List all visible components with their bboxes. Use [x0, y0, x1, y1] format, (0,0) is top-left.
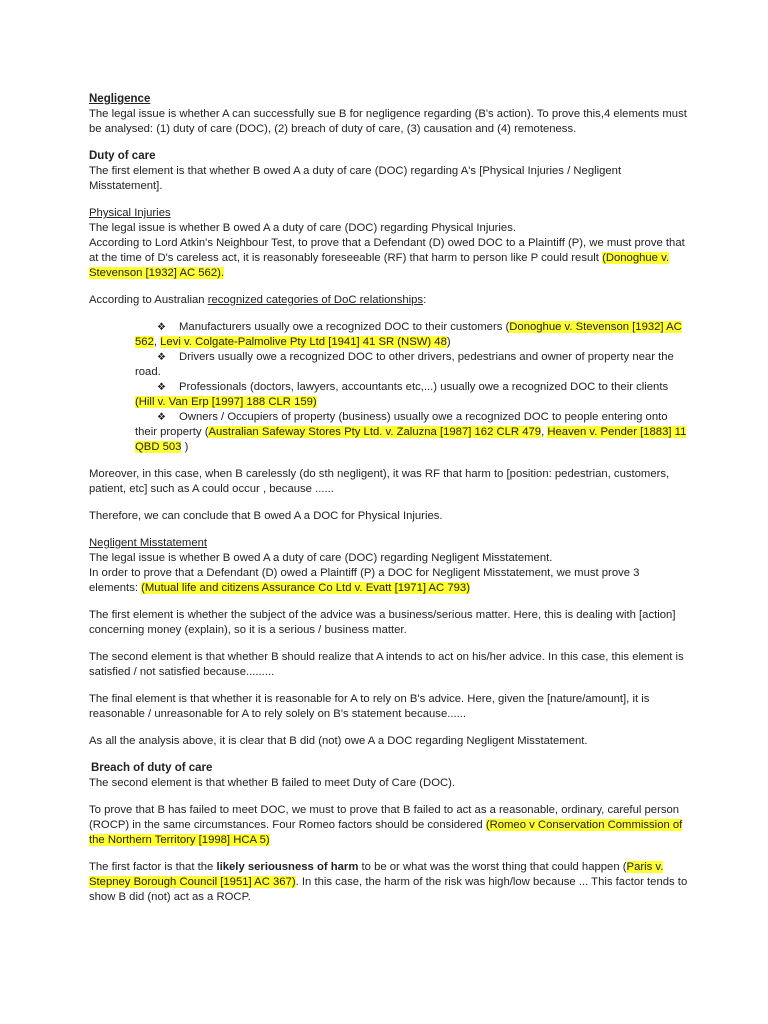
- categories-suffix: :: [423, 294, 427, 306]
- case-citation: (Mutual life and citizens Assurance Co Ltd v. Evatt [1971] AC 793): [141, 582, 470, 594]
- diamond-bullet-icon: ❖: [157, 382, 166, 393]
- negligent-misstatement-heading: Negligent Misstatement: [89, 537, 208, 549]
- case-citation: (Donoghue v. Stevenson [1932] AC 562).: [89, 252, 670, 279]
- bullet-text: Professionals (doctors, lawyers, accountants etc,...) usually owe a recognized DOC to their clients: [179, 381, 669, 393]
- bullet-text: Manufacturers usually owe a recognized DOC to their customers (: [179, 321, 510, 333]
- diamond-bullet-icon: ❖: [157, 412, 166, 423]
- doc-categories-list: [89, 320, 689, 455]
- second-element-paragraph: The second element is that whether B should realize that A intends to act on his/her advice. In this case, this element is satisfied / not satisfied because.........: [89, 651, 684, 678]
- neighbour-test-paragraph: [89, 236, 689, 281]
- document-body: [89, 92, 689, 905]
- factor-text: . In this case, the harm of the risk was high/low because ... This factor tends to show B did (not) act as a ROCP.: [89, 876, 688, 903]
- rocp-paragraph: [89, 803, 689, 848]
- case-citation: Levi v. Colgate-Palmolive Pty Ltd [1941] 41 SR (NSW) 48: [160, 336, 447, 348]
- breach-intro: The second element is that whether B failed to meet Duty of Care (DOC).: [89, 777, 456, 789]
- factor-text: to be or what was the worst thing that could happen (: [358, 861, 627, 873]
- separator: ,: [541, 426, 548, 438]
- diamond-bullet-icon: ❖: [157, 352, 166, 363]
- categories-link: recognized categories of DoC relationships: [207, 294, 424, 306]
- negligent-misstatement-elements: [89, 566, 689, 596]
- moreover-paragraph: Moreover, in this case, when B carelessly (do sth negligent), it was RF that harm to [position: pedestrian, customers, patient, etc] such as A could occur , because ......: [89, 468, 670, 495]
- bullet-text: Drivers usually owe a recognized DOC to other drivers, pedestrians and owner of property near the road.: [135, 351, 674, 378]
- categories-intro: [89, 293, 689, 308]
- negligent-misstatement-issue: The legal issue is whether B owed A a duty of care (DOC) regarding Negligent Misstatement.: [89, 552, 553, 564]
- bullet-text: Owners / Occupiers of property (business) usually owe a recognized DOC to people entering onto their property (: [135, 411, 668, 438]
- case-citation: Donoghue v. Stevenson [1932] AC 562: [135, 321, 682, 348]
- duty-of-care-intro: The first element is that whether B owed A a duty of care (DOC) regarding A's [Physical Injuries / Negligent Misstatement].: [89, 165, 622, 192]
- diamond-bullet-icon: ❖: [157, 322, 166, 333]
- list-item: [89, 410, 689, 455]
- physical-injuries-issue: The legal issue is whether B owed A a duty of care (DOC) regarding Physical Injuries.: [89, 222, 516, 234]
- physical-injuries-conclusion: Therefore, we can conclude that B owed A a DOC for Physical Injuries.: [89, 510, 443, 522]
- negligent-misstatement-conclusion: As all the analysis above, it is clear that B did (not) owe A a DOC regarding Negligent Misstatement.: [89, 735, 588, 747]
- case-citation: (Hill v. Van Erp [1997] 188 CLR 159): [135, 396, 317, 408]
- neighbour-test-text: According to Lord Atkin's Neighbour Test, to prove that a Defendant (D) owed DOC to a Plaintiff (P), we must prove that at the time of D's careless act, it is reasonably foreseeable (RF) that harm to person like P could result: [89, 237, 685, 264]
- case-citation: Paris v. Stepney Borough Council [1951] AC 367): [89, 861, 664, 888]
- factor-text: The first factor is that the: [89, 861, 217, 873]
- categories-prefix: According to Australian: [89, 294, 208, 306]
- rocp-text: To prove that B has failed to meet DOC, we must to prove that B failed to act as a reasonable, ordinary, careful person (ROCP) in the same circumstances. Four Romeo factors should be considered: [89, 804, 680, 831]
- bullet-end: ): [446, 336, 451, 348]
- breach-heading: Breach of duty of care: [91, 762, 213, 774]
- factor-bold-term: likely seriousness of harm: [216, 861, 359, 873]
- negligence-heading: Negligence: [89, 93, 151, 105]
- list-item: [89, 380, 689, 410]
- first-element-paragraph: The first element is whether the subject of the advice was a business/serious matter. Here, this is dealing with [action] concerning money (explain), so it is a serious / business matter.: [89, 609, 676, 636]
- elements-text: In order to prove that a Defendant (D) owed a Plaintiff (P) a DOC for Negligent Misstatement, we must prove 3 elements:: [89, 567, 640, 594]
- negligence-intro: The legal issue is whether A can successfully sue B for negligence regarding (B's action). To prove this,4 elements must be analysed: (1) duty of care (DOC), (2) breach of duty of care, (3) causation and (4) remoteness.: [89, 108, 687, 135]
- final-element-paragraph: The final element is that whether it is reasonable for A to rely on B's advice. Here, given the [nature/amount], it is reasonable / unreasonable for A to rely solely on B's statement because......: [89, 693, 650, 720]
- list-item: [89, 320, 689, 350]
- physical-injuries-heading: Physical Injuries: [89, 207, 171, 219]
- bullet-end: ): [181, 441, 189, 453]
- list-item: [89, 350, 689, 380]
- duty-of-care-heading: Duty of care: [89, 150, 156, 162]
- first-factor-paragraph: [89, 860, 689, 905]
- case-citation: Heaven v. Pender [1883] 11 QBD 503: [135, 426, 687, 453]
- separator: ,: [153, 336, 161, 348]
- case-citation: (Romeo v Conservation Commission of the Northern Territory [1998] HCA 5): [89, 819, 683, 846]
- case-citation: Australian Safeway Stores Pty Ltd. v. Zaluzna [1987] 162 CLR 479: [208, 426, 542, 438]
